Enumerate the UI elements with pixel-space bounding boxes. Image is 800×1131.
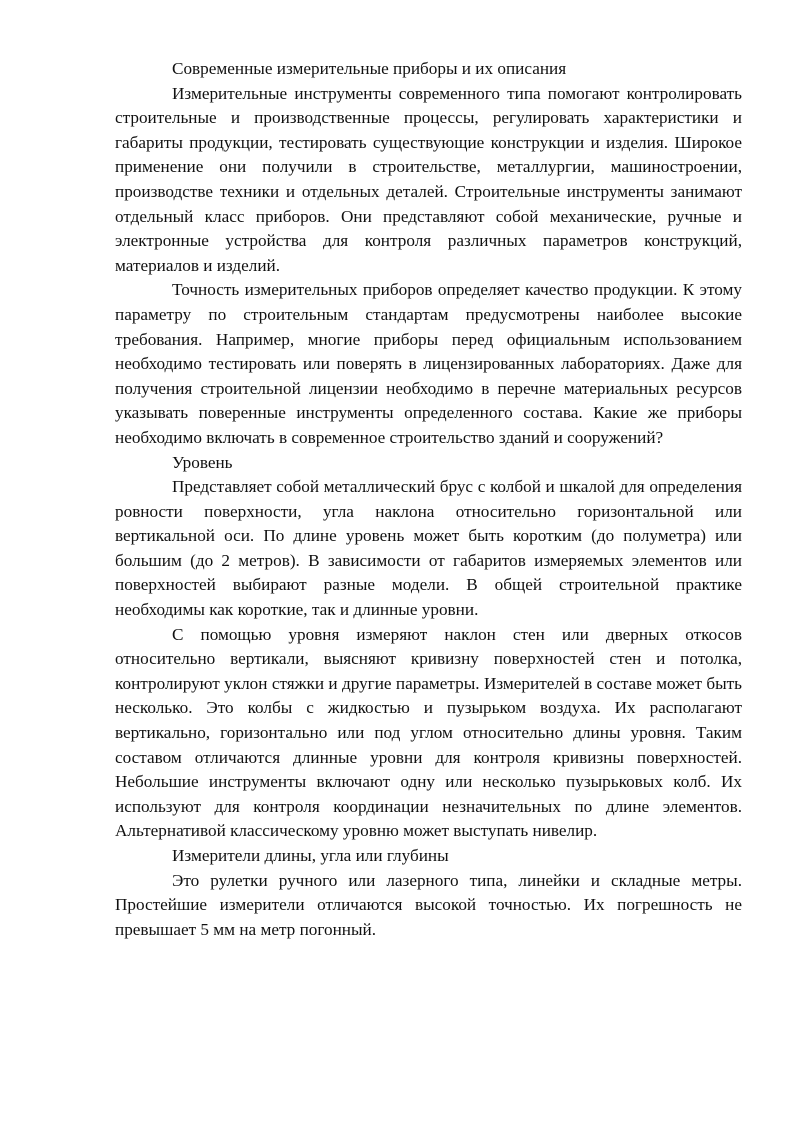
section-heading-level: Уровень <box>172 452 233 472</box>
level-paragraph-1: Представляет собой металлический брус с колбой и шкалой для определения ровности поверхности, угла наклона относительно горизонтальной или вертикальной оси. По длине уровень может быть коротким (до полуметра) или большим (до 2 метров). В зависимости от габаритов измеряемых элементов или поверхностей выбирают разные модели. В общей строительной практике необходимы как короткие, так и длинные уровни. <box>115 477 742 620</box>
intro-paragraph-1: Измерительные инструменты современного типа помогают контролировать строительные и производственные процессы, регулировать характеристики и габариты продукции, тестировать существующие конструкции и изделия. Широкое применение они получили в строительстве, металлургии, машиностроении, производстве техники и отдельных деталей. Строительные инструменты занимают отдельный класс приборов. Они представляют собой механические, ручные и электронные устройства для контроля различных параметров конструкций, материалов и изделий. <box>115 83 742 275</box>
intro-paragraph-2: Точность измерительных приборов определяет качество продукции. К этому параметру по строительным стандартам предусмотрены наиболее высокие требования. Например, многие приборы перед официальным использованием необходимо тестировать или поверять в лицензированных лабораториях. Даже для получения строительной лицензии необходимо в перечне материальных ресурсов указывать поверенные инструменты определенного состава. Какие же приборы необходимо включать в современное строительство зданий и сооружений? <box>115 280 742 447</box>
measurers-paragraph-1: Это рулетки ручного или лазерного типа, линейки и складные метры. Простейшие измерители отличаются высокой точностью. Их погрешность не превышает 5 мм на метр погонный. <box>115 870 742 939</box>
document-title: Современные измерительные приборы и их описания <box>172 59 567 78</box>
document-page <box>115 57 742 942</box>
section-heading-measurers: Измерители длины, угла или глубины <box>172 846 449 865</box>
level-paragraph-2: С помощью уровня измеряют наклон стен или дверных откосов относительно вертикали, выясняют кривизну поверхностей стен и потолка, контролируют уклон стяжки и другие параметры. Измерителей в составе может быть несколько. Это колбы с жидкостью и пузырьком воздуха. Их располагают вертикально, горизонтально или под углом относительно длины уровня. Таким составом отличаются длинные уровни для контроля кривизны поверхностей. Небольшие инструменты включают одну или несколько пузырьковых колб. Их используют для контроля координации незначительных по длине элементов. Альтернативой классическому уровню может выступать нивелир. <box>115 624 742 841</box>
